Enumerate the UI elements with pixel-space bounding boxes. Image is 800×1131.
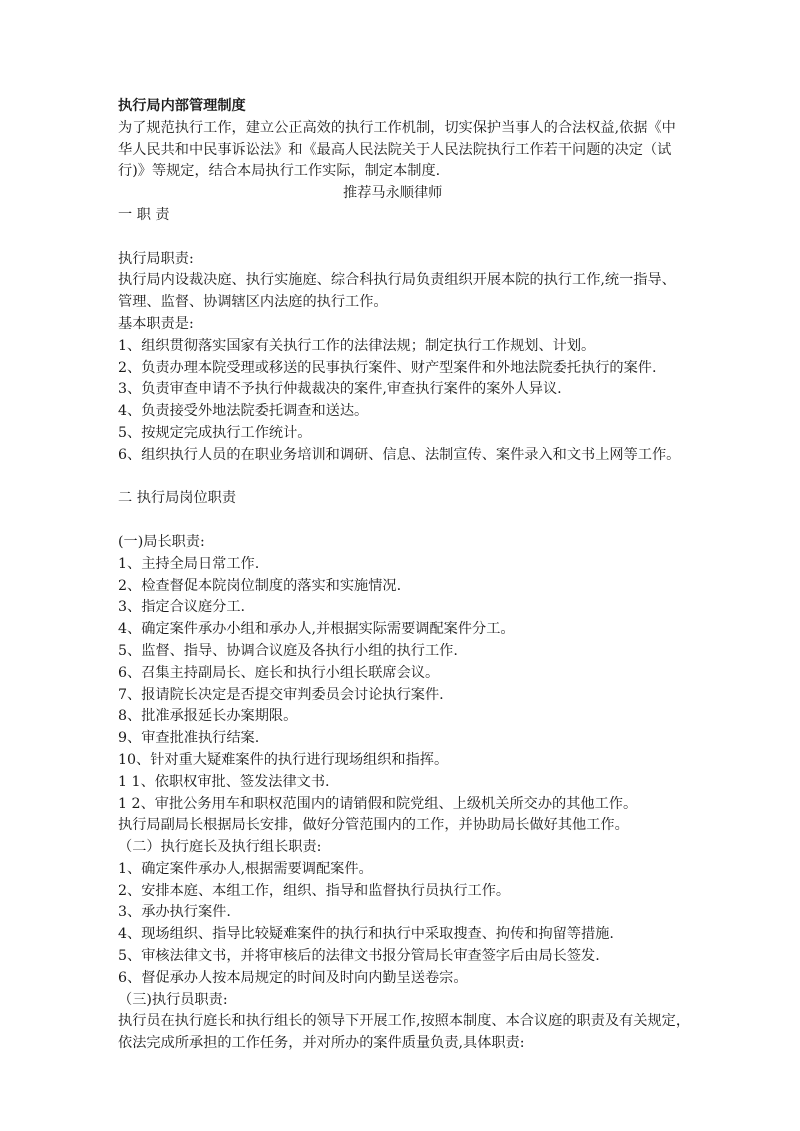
list-item: 6、组织执行人员的在职业务培训和调研、信息、法制宣传、案件录入和文书上网等工作。: [118, 446, 681, 463]
officer-duties-heading: （三)执行员职责:: [118, 991, 228, 1008]
spacer: [118, 227, 690, 249]
list-item: 2、负责办理本院受理或移送的民事执行案件、财产型案件和外地法院委托执行的案件.: [118, 359, 657, 376]
list-item: 1 2、审批公务用车和职权范围内的请销假和院党组、上级机关所交办的其他工作。: [118, 795, 638, 812]
director-duties-heading: (一)局长职责:: [118, 533, 205, 550]
description-line: 执行员在执行庭长和执行组长的领导下开展工作,按照本制度、本合议庭的职责及有关规定，: [118, 1013, 691, 1030]
document-page: [118, 96, 690, 1055]
description-line: 执行局内设裁决庭、执行实施庭、综合科执行局负责组织开展本院的执行工作,统一指导、: [118, 272, 676, 289]
recommend-text: 推荐马永顺律师: [343, 185, 443, 202]
list-item: 4、现场组织、指导比较疑难案件的执行和执行中采取搜查、拘传和拘留等措施.: [118, 926, 614, 943]
officer-duties-description: [118, 1011, 690, 1055]
list-item: 7、报请院长决定是否提交审判委员会讨论执行案件.: [118, 686, 444, 703]
basic-duties-list: [118, 336, 690, 467]
spacer: [118, 467, 690, 489]
list-item: 3、承办执行案件.: [118, 904, 231, 921]
list-item: 4、负责接受外地法院委托调查和送达。: [118, 403, 369, 420]
document-title: 执行局内部管理制度: [118, 98, 246, 114]
list-item: 1、组织贯彻落实国家有关执行工作的法律法规；制定执行工作规划、计划。: [118, 337, 596, 354]
section1-heading: 一 职 责: [118, 206, 170, 223]
list-item: 10、针对重大疑难案件的执行进行现场组织和指挥。: [118, 751, 449, 768]
chief-duties-heading: （二）执行庭长及执行组长职责:: [118, 839, 322, 856]
section1-sub-heading: 执行局职责:: [118, 250, 194, 267]
section2-heading: 二 执行局岗位职责: [118, 490, 237, 507]
list-item: 1 1、依职权审批、签发法律文书.: [118, 773, 330, 790]
list-item: 8、批准承报延长办案期限。: [118, 708, 298, 725]
list-item: 1、主持全局日常工作.: [118, 555, 260, 572]
list-item: 5、按规定完成执行工作统计。: [118, 424, 312, 441]
list-item: 4、确定案件承办小组和承办人,并根据实际需要调配案件分工。: [118, 621, 515, 638]
chief-duties-list: [118, 859, 690, 990]
list-item: 9、审查批准执行结案.: [118, 730, 260, 747]
list-item: 3、负责审查申请不予执行仲裁裁决的案件,审查执行案件的案外人异议.: [118, 381, 562, 398]
list-item: 2、检查督促本院岗位制度的落实和实施情况.: [118, 577, 402, 594]
list-item: 1、确定案件承办人,根据需要调配案件。: [118, 860, 373, 877]
list-item: 5、监督、指导、协调合议庭及各执行小组的执行工作.: [118, 642, 458, 659]
basic-duties-heading: 基本职责是:: [118, 315, 194, 332]
list-item: 3、指定合议庭分工.: [118, 599, 246, 616]
director-duties-list: [118, 554, 690, 816]
list-item: 5、审核法律文书，并将审核后的法律文书报分管局长审查签字后由局长签发.: [118, 948, 600, 965]
intro-line: 华人民共和中民事诉讼法》和《最高人民法院关于人民法院执行工作若干问题的决定（试: [118, 141, 672, 158]
description-line: 依法完成所承担的工作任务，并对所办的案件质量负责,具体职责:: [118, 1035, 525, 1052]
intro-paragraph: [118, 118, 690, 183]
intro-line: 行)》等规定，结合本局执行工作实际，制定本制度.: [118, 163, 441, 180]
spacer: [118, 510, 690, 532]
list-item: 6、召集主持副局长、庭长和执行小组长联席会议。: [118, 664, 440, 681]
deputy-director-text: 执行局副局长根据局长安排，做好分管范围内的工作，并协助局长做好其他工作。: [118, 817, 629, 834]
list-item: 2、安排本庭、本组工作，组织、指导和监督执行员执行工作。: [118, 882, 511, 899]
section1-description: [118, 270, 690, 314]
intro-line: 为了规范执行工作，建立公正高效的执行工作机制，切实保护当事人的合法权益,依据《中: [118, 119, 676, 136]
list-item: 6、督促承办人按本局规定的时间及时向内勤呈送卷宗。: [118, 969, 468, 986]
description-line: 管理、监督、协调辖区内法庭的执行工作。: [118, 294, 388, 311]
